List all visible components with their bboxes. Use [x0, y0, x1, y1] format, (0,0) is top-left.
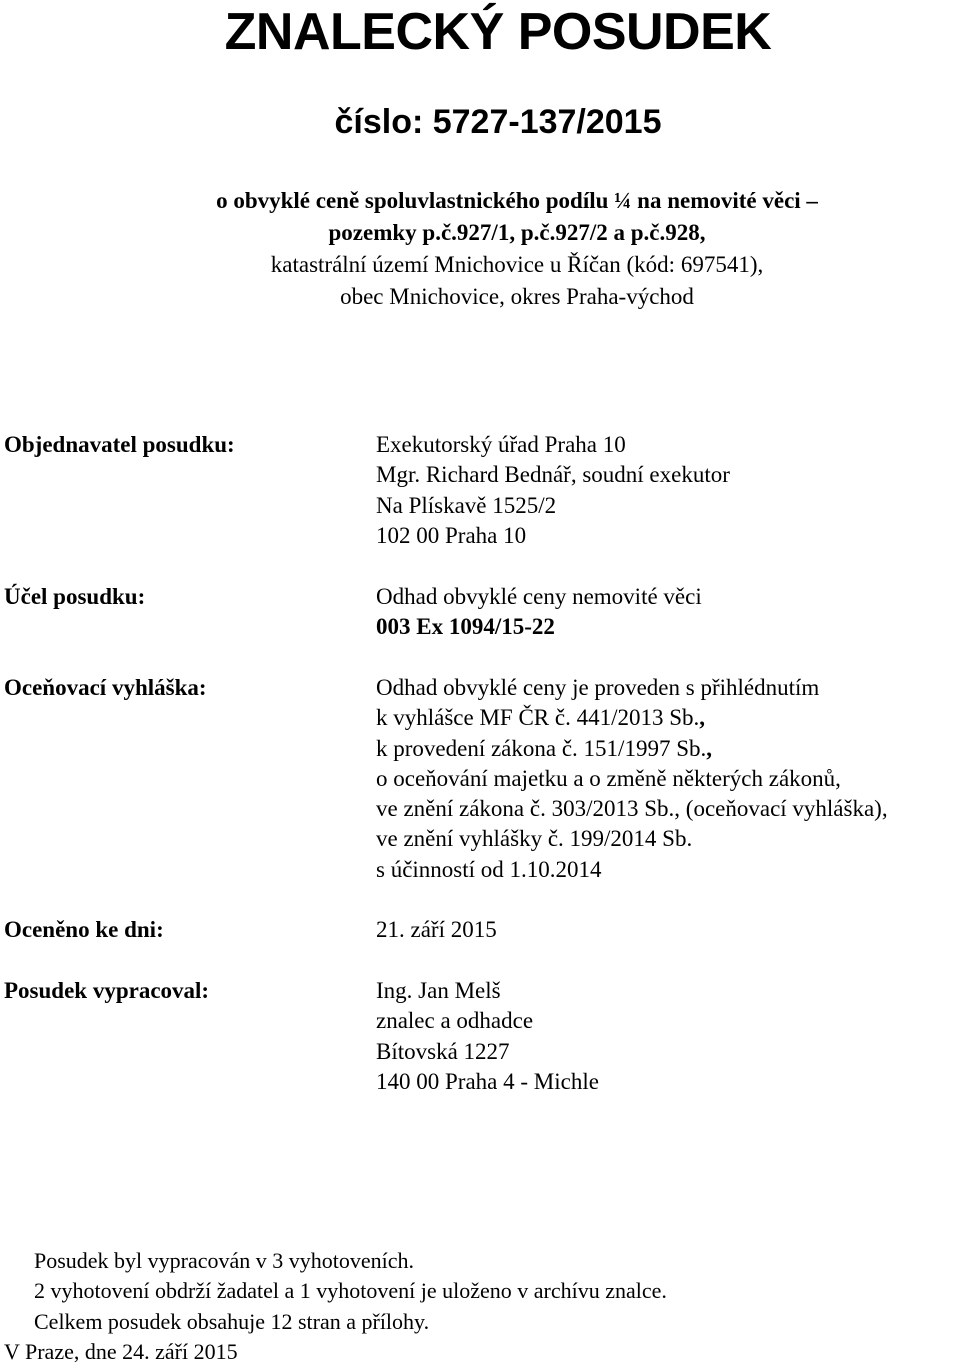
client-block: [376, 430, 730, 551]
client-street: Na Plískavě 1525/2: [376, 492, 557, 518]
author-role: znalec a odhadce: [376, 1008, 534, 1034]
regulation-amendment-note: , (oceňovací vyhláška),: [674, 796, 888, 822]
footer-copies: Posudek byl vypracován v 3 vyhotoveních.: [34, 1248, 415, 1273]
regulation-line-7: s účinností od 1.10.2014: [376, 856, 602, 882]
case-number: 003 Ex 1094/15-22: [376, 614, 555, 640]
purpose-text: Odhad obvyklé ceny nemovité věci: [376, 584, 702, 609]
regulation-act: k provedení zákona č. 151/1997 Sb.: [376, 735, 707, 761]
regulation-line-6: ve znění vyhlášky č. 199/2014 Sb.: [376, 826, 693, 852]
client-city: 102 00 Praha 10: [376, 522, 527, 548]
document-title: ZNALECKÝ POSUDEK: [224, 3, 772, 61]
author-street: Bítovská 1227: [376, 1038, 510, 1064]
client-office: Exekutorský úřad Praha 10: [376, 432, 626, 457]
regulation-line-5: [376, 794, 888, 824]
author-name: Ing. Jan Melš: [376, 978, 501, 1003]
regulation-line-4: o oceňování majetku a o změně některých zákonů,: [376, 765, 841, 791]
client-executor: Mgr. Richard Bednář, soudní exekutor: [376, 462, 730, 488]
document-number: číslo: 5727-137/2015: [334, 103, 662, 141]
regulation-decree: k vyhlášce MF ČR č. 441/2013 Sb.: [376, 705, 700, 731]
regulation-line-1: Odhad obvyklé ceny je proveden s přihlédnutím: [376, 675, 820, 700]
regulation-label: Oceňovací vyhláška:: [4, 675, 207, 700]
purpose-label: Účel posudku:: [4, 584, 146, 609]
regulation-amendment: ve znění zákona č. 303/2013 Sb.: [376, 796, 675, 822]
footer-page-count: Celkem posudek obsahuje 12 stran a přílohy.: [34, 1308, 430, 1334]
subject-line-2: pozemky p.č.927/1, p.č.927/2 a p.č.928,: [328, 220, 706, 245]
subject-line-4: obec Mnichovice, okres Praha-východ: [340, 284, 694, 309]
author-city: 140 00 Praha 4 - Michle: [376, 1068, 599, 1094]
subject-block: [0, 185, 960, 313]
subject-line-1: o obvyklé ceně spoluvlastnického podílu ¼ na nemovité věci –: [216, 188, 818, 213]
author-block: [376, 976, 599, 1097]
valuation-date-label: Oceněno ke dni:: [4, 917, 164, 942]
client-label: Objednavatel posudku:: [4, 432, 235, 457]
place-and-date: V Praze, dne 24. září 2015: [4, 1339, 238, 1364]
regulation-act-comma: ,: [706, 735, 712, 761]
regulation-block: [376, 673, 888, 885]
footer-distribution: 2 vyhotovení obdrží žadatel a 1 vyhotovení je uloženo v archívu znalce.: [34, 1278, 667, 1304]
regulation-decree-comma: ,: [699, 705, 706, 731]
regulation-line-3: [376, 734, 888, 764]
footer-notes: [34, 1246, 667, 1337]
valuation-date-value: 21. září 2015: [376, 917, 497, 942]
author-label: Posudek vypracoval:: [4, 978, 210, 1003]
regulation-line-2: [376, 703, 888, 733]
purpose-block: [376, 582, 702, 643]
subject-line-3: katastrální území Mnichovice u Říčan (kód: 697541),: [270, 252, 764, 277]
